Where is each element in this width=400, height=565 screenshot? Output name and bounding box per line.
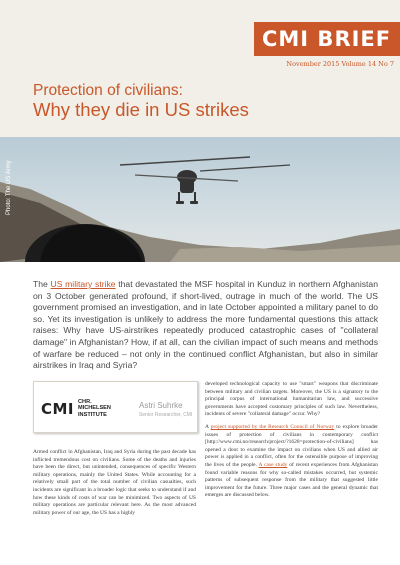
body-paragraph: developed technological capacity to use "smart" weapons that discriminate between military and civilian targets. Moreover, the US is a signatory to the principal corpus of international humanitarian law, and successive governments have accepted customary principles of such law. Nevertheless, incidents of severe "collateral damage" occur. Why? (205, 381, 378, 418)
body-paragraph (205, 424, 378, 500)
issue-info: November 2015 Volume 14 No 7 (286, 60, 394, 68)
paragraph-text: to explore broader issues of protection of civilians in contemporary conflict [http://www.cmi.no/research/project/?1628=protection-of-civilians] has opened a door to examine the impact on civilians when US and allied air power is applied in a conflict, often for the ostensible purpose of improving the lives of the people. (205, 423, 378, 468)
title-line-2: Why they die in US strikes (33, 99, 249, 120)
case-study-link[interactable]: A case study (258, 461, 288, 468)
us-military-strike-link[interactable]: US military strike (50, 279, 116, 289)
body-paragraph: Armed conflict in Afghanistan, Iraq and Syria during the past decade has inflicted tremendous cost on civilians. Some of the deaths and injuries have been the direct, but unintended, consequences of specific Western military operations, mainly the United States. While accounting for a relatively small part of the total number of civilian casualties, such incidents are significant in a broader logic that seeks to understand if and how these kinds of costs of war can be minimized. Two aspects of US military operations are particular relevant here. As the most advanced military power of our age, the US has a highly (33, 449, 196, 516)
author-card (33, 381, 198, 433)
body-column-right (205, 381, 378, 505)
intro-paragraph (33, 279, 378, 372)
logo-sub-line-2: MICHELSEN (78, 405, 111, 412)
author-role: Senior Researcher, CMI (139, 412, 193, 418)
cmi-logo-subtitle (78, 399, 111, 418)
research-council-link[interactable]: project supported by the Research Council of Norway (210, 423, 335, 430)
paragraph-text: of recent experiences from Afghanistan found variable reasons for why so-called mistakes occurred, but systemic patterns of subsequent response from the military that suggested little improvement for the future. Three major cases and the general dynamic that emerges are discussed below. (205, 461, 378, 499)
paragraph-text: A (205, 423, 211, 430)
body-column-left (33, 449, 196, 522)
logo-sub-line-3: INSTITUTE (78, 411, 107, 418)
helicopter-photo (0, 137, 400, 262)
cmi-brief-logo: CMI BRIEF (254, 22, 400, 56)
author-name: Astri Suhrke (139, 401, 183, 410)
intro-text-start: The (33, 279, 51, 289)
cmi-logo: CMI (41, 400, 75, 418)
logo-sub-line-1: CHR. (78, 399, 92, 405)
intro-text-rest: that devastated the MSF hospital in Kunduz in northern Afghanistan on 3 October generated profound, if short-lived, outrage in much of the world. The US government promised an investigation, and in late October appointed a military panel to do so. Yet its investigation is unlikely to address the more fundamental questions this attack raises: Why have US-airstrikes repeatedly produced catastrophic cases of "collateral damage" in Afghanistan? How, if at all, can the civilian impact of such means and methods of warfare be reduced – not only in the continued conflict Afghanistan, but also in similar airstrikes in Iraq and Syria? (33, 279, 378, 371)
photo-credit: Photo: The US Army (6, 160, 12, 215)
title-line-1: Protection of civilians: (33, 82, 183, 99)
